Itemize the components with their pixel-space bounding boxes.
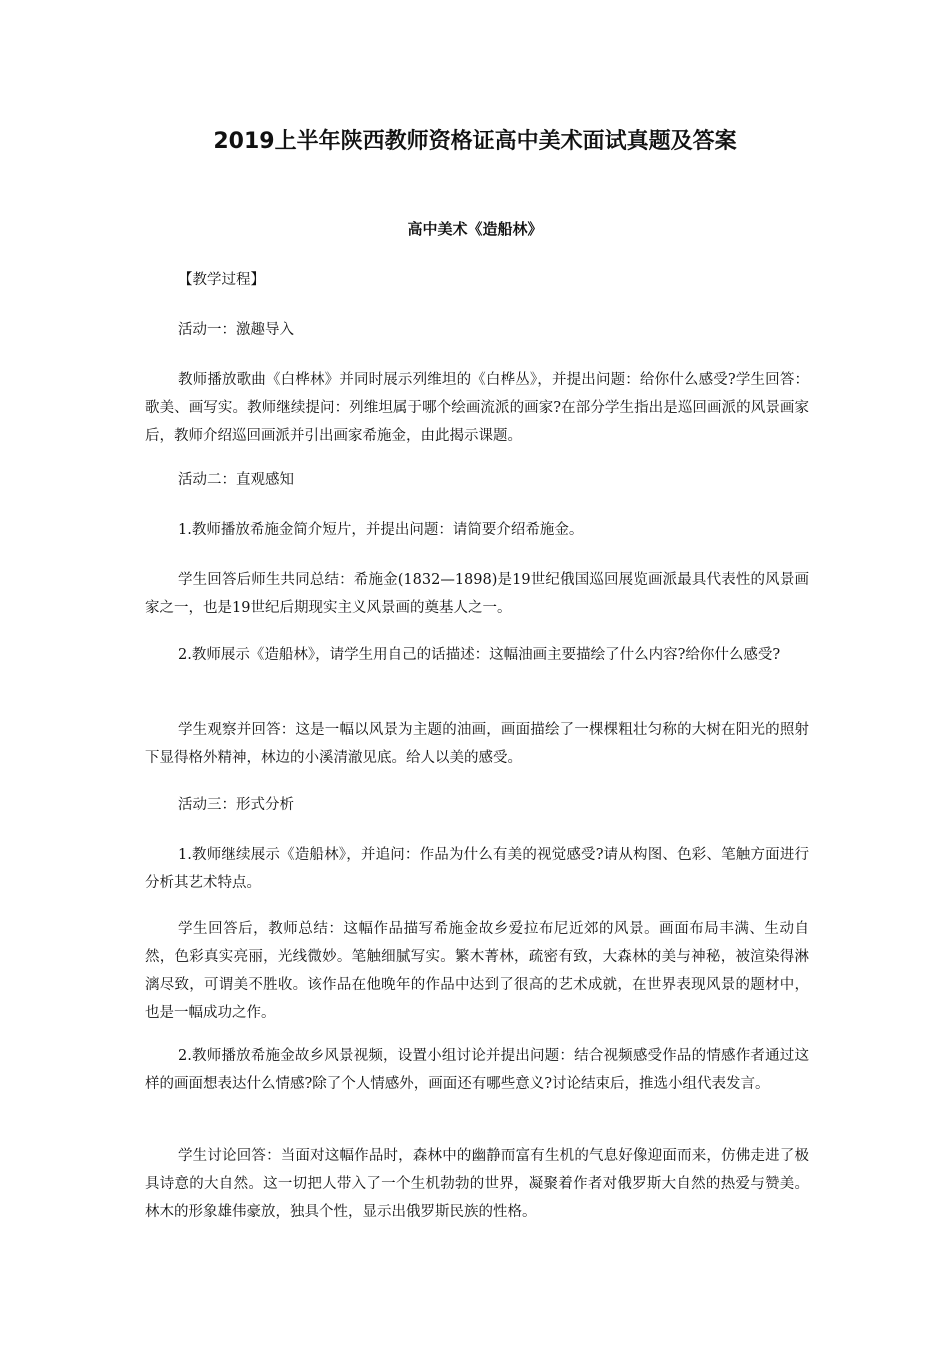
- activity-heading-1: 活动一：激趣导入: [178, 322, 294, 338]
- activity-heading-2: 活动二：直观感知: [178, 472, 294, 488]
- document-title: 2019上半年陕西教师资格证高中美术面试真题及答案: [213, 129, 737, 154]
- paragraph-group-discussion: 2.教师播放希施金故乡风景视频，设置小组讨论并提出问题：结合视频感受作品的情感作者通过这样的画面想表达什么情感?除了个人情感外，画面还有哪些意义?讨论结束后，推选小组代表发言。: [145, 1048, 809, 1092]
- activity-heading-3: 活动三：形式分析: [178, 797, 294, 813]
- paragraph-student-answer: 学生观察并回答：这是一幅以风景为主题的油画，画面描绘了一棵棵粗壮匀称的大树在阳光的照射下显得格外精神，林边的小溪清澈见底。给人以美的感受。: [145, 722, 809, 766]
- paragraph-summary: 学生回答后师生共同总结：希施金(1832—1898)是19世纪俄国巡回展览画派最具代表性的风景画家之一，也是19世纪后期现实主义风景画的奠基人之一。: [145, 572, 809, 616]
- paragraph-form-question: 1.教师继续展示《造船林》，并追问：作品为什么有美的视觉感受?请从构图、色彩、笔触方面进行分析其艺术特点。: [145, 847, 809, 891]
- paragraph-discussion-answer: 学生讨论回答：当面对这幅作品时，森林中的幽静而富有生机的气息好像迎面而来，仿佛走进了极具诗意的大自然。这一切把人带入了一个生机勃勃的世界，凝聚着作者对俄罗斯大自然的热爱与赞美。林木的形象雄伟豪放，独具个性，显示出俄罗斯民族的性格。: [145, 1148, 809, 1220]
- paragraph-intro: 教师播放歌曲《白桦林》并同时展示列维坦的《白桦丛》，并提出问题：给你什么感受?学生回答：歌美、画写实。教师继续提问：列维坦属于哪个绘画流派的画家?在部分学生指出是巡回画派的风景画家后，教师介绍巡回画派并引出画家希施金，由此揭示课题。: [145, 372, 809, 444]
- section-heading-teaching-process: 【教学过程】: [178, 272, 265, 288]
- paragraph-step-2: 2.教师展示《造船林》，请学生用自己的话描述：这幅油画主要描绘了什么内容?给你什么感受?: [178, 647, 781, 663]
- paragraph-teacher-summary: 学生回答后，教师总结：这幅作品描写希施金故乡爱拉布尼近郊的风景。画面布局丰满、生动自然，色彩真实亮丽，光线微妙。笔触细腻写实。繁木菁林，疏密有致，大森林的美与神秘，被渲染得淋漓尽致，可谓美不胜收。该作品在他晚年的作品中达到了很高的艺术成就，在世界表现风景的题材中，也是一幅成功之作。: [145, 921, 809, 1021]
- lesson-subtitle: 高中美术《造船林》: [407, 220, 543, 238]
- paragraph-step-1: 1.教师播放希施金简介短片，并提出问题：请简要介绍希施金。: [178, 522, 584, 538]
